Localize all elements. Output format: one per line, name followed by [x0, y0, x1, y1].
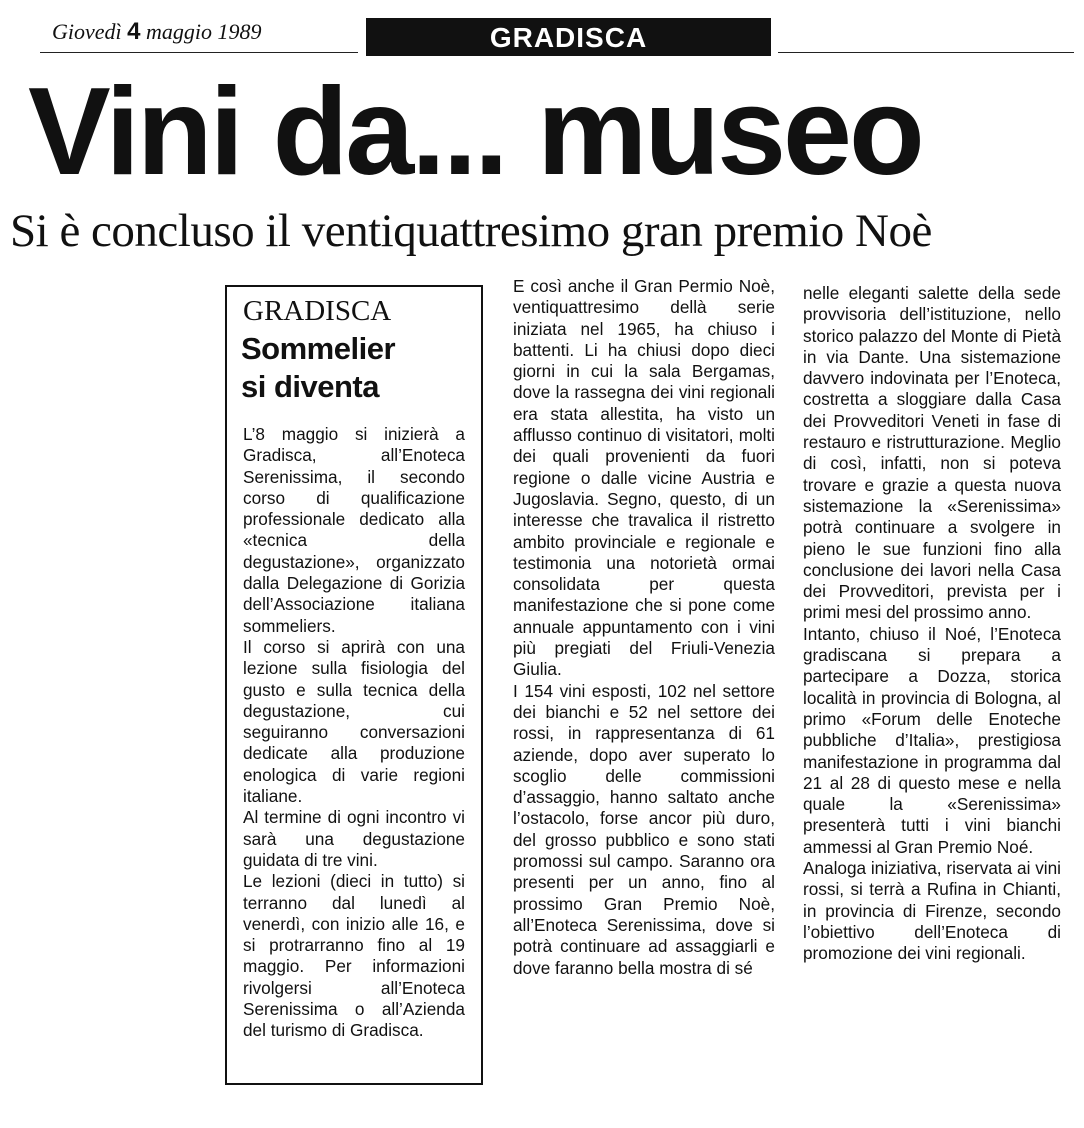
sidebar-title	[241, 330, 395, 406]
article-column-2	[803, 283, 1061, 965]
sidebar-title-line: si diventa	[241, 369, 379, 404]
publication-date	[52, 18, 262, 46]
sidebar-paragraph: L’8 maggio si inizierà a Gradisca, all’Enoteca Serenissima, il secondo corso di qualificazione professionale dedicato alla «tecnica della degustazione», organizzato dalla Delegazione di Gorizia dell’Associazione italiana sommeliers.	[243, 424, 465, 636]
sidebar-body	[243, 424, 465, 1042]
article-paragraph: I 154 vini esposti, 102 nel settore dei bianchi e 52 nel settore dei rossi, in rappresentanza di 61 aziende, dopo aver superato lo scoglio delle commissioni d’assaggio, hanno saltato anche l’ostacolo, forse ancor più duro, del grosso pubblico e sono stati promossi sul campo. Saranno ora presenti per un anno, fino al prossimo Gran Premio Noè, all’Enoteca Serenissima, dove si potrà continuare ad assaggiarli e dove faranno bella mostra di sé	[513, 680, 775, 978]
sidebar-kicker: GRADISCA	[243, 295, 392, 327]
article-paragraph: Intanto, chiuso il Noé, l’Enoteca gradiscana si prepara a partecipare a Dozza, storica località in provincia di Bologna, al primo «Forum delle Enoteche pubbliche d’Italia», prestigiosa manifestazione in programma dal 21 al 28 di questo mese e nella quale la «Serenissima» presenterà tutti i vini bianchi ammessi al Gran Premio Noé.	[803, 623, 1061, 857]
date-weekday: Giovedì	[52, 19, 122, 44]
article-paragraph: Analoga iniziativa, riservata ai vini rossi, si terrà a Rufina in Chianti, in provincia di Firenze, secondo l’obiettivo dell’Enoteca di promozione dei vini regionali.	[803, 858, 1061, 964]
sidebar-paragraph: Al termine di ogni incontro vi sarà una degustazione guidata di tre vini.	[243, 807, 465, 870]
date-month-year: maggio 1989	[146, 19, 262, 44]
article-paragraph: nelle eleganti salette della sede provvisoria dell’istituzione, nello storico palazzo del Monte di Pietà in via Dante. Una sistemazione davvero indovinata per l’Enoteca, costretta a sloggiare dalla Casa dei Provveditori Veneti in fase di restauro e ristrutturazione. Meglio di così, infatti, non si poteva trovare e grazie a questa nuova sistemazione la «Serenissima» potrà continuare a svolgere in pieno le sue funzioni fino alla conclusione dei lavori nella Casa dei Provveditori, prevista per i primi mesi del prossimo anno.	[803, 283, 1061, 623]
headline: Vini da... museo	[28, 63, 922, 201]
article-column-1	[513, 276, 775, 979]
sidebar-paragraph: Il corso si aprirà con una lezione sulla fisiologia del gusto e sulla tecnica della degustazione, cui seguiranno conversazioni dedicate alla produzione enologica di varie regioni italiane.	[243, 636, 465, 807]
sidebar-title-line: Sommelier	[241, 331, 396, 366]
header-rule-right	[778, 52, 1074, 53]
subheadline: Si è concluso il ventiquattresimo gran premio Noè	[10, 205, 932, 257]
header-rule-left	[40, 52, 358, 53]
section-label: GRADISCA	[366, 18, 771, 56]
sidebar-paragraph: Le lezioni (dieci in tutto) si terranno dal lunedì al venerdì, con inizio alle 16, e si protrarranno fino al 19 maggio. Per informazioni rivolgersi all’Enoteca Serenissima o all’Azienda del turismo di Gradisca.	[243, 871, 465, 1041]
date-day-number: 4	[127, 18, 141, 45]
article-paragraph: E così anche il Gran Permio Noè, ventiquattresimo dellà serie iniziata nel 1965, ha chiuso i battenti. Li ha chiusi dopo dieci giorni in cui la sala Bergamas, dove la rassegna dei vini regionali era stata allestita, ha visto un afflusso continuo di visitatori, molti dei quali provenienti da fuori regione o dalle vicine Austria e Jugoslavia. Segno, questo, di un interesse che travalica il ristretto ambito provinciale e regionale e testimonia una notorietà ormai consolidata per questa manifestazione che si pone come annuale appuntamento con i vini più pregiati del Friuli-Venezia Giulia.	[513, 276, 775, 680]
